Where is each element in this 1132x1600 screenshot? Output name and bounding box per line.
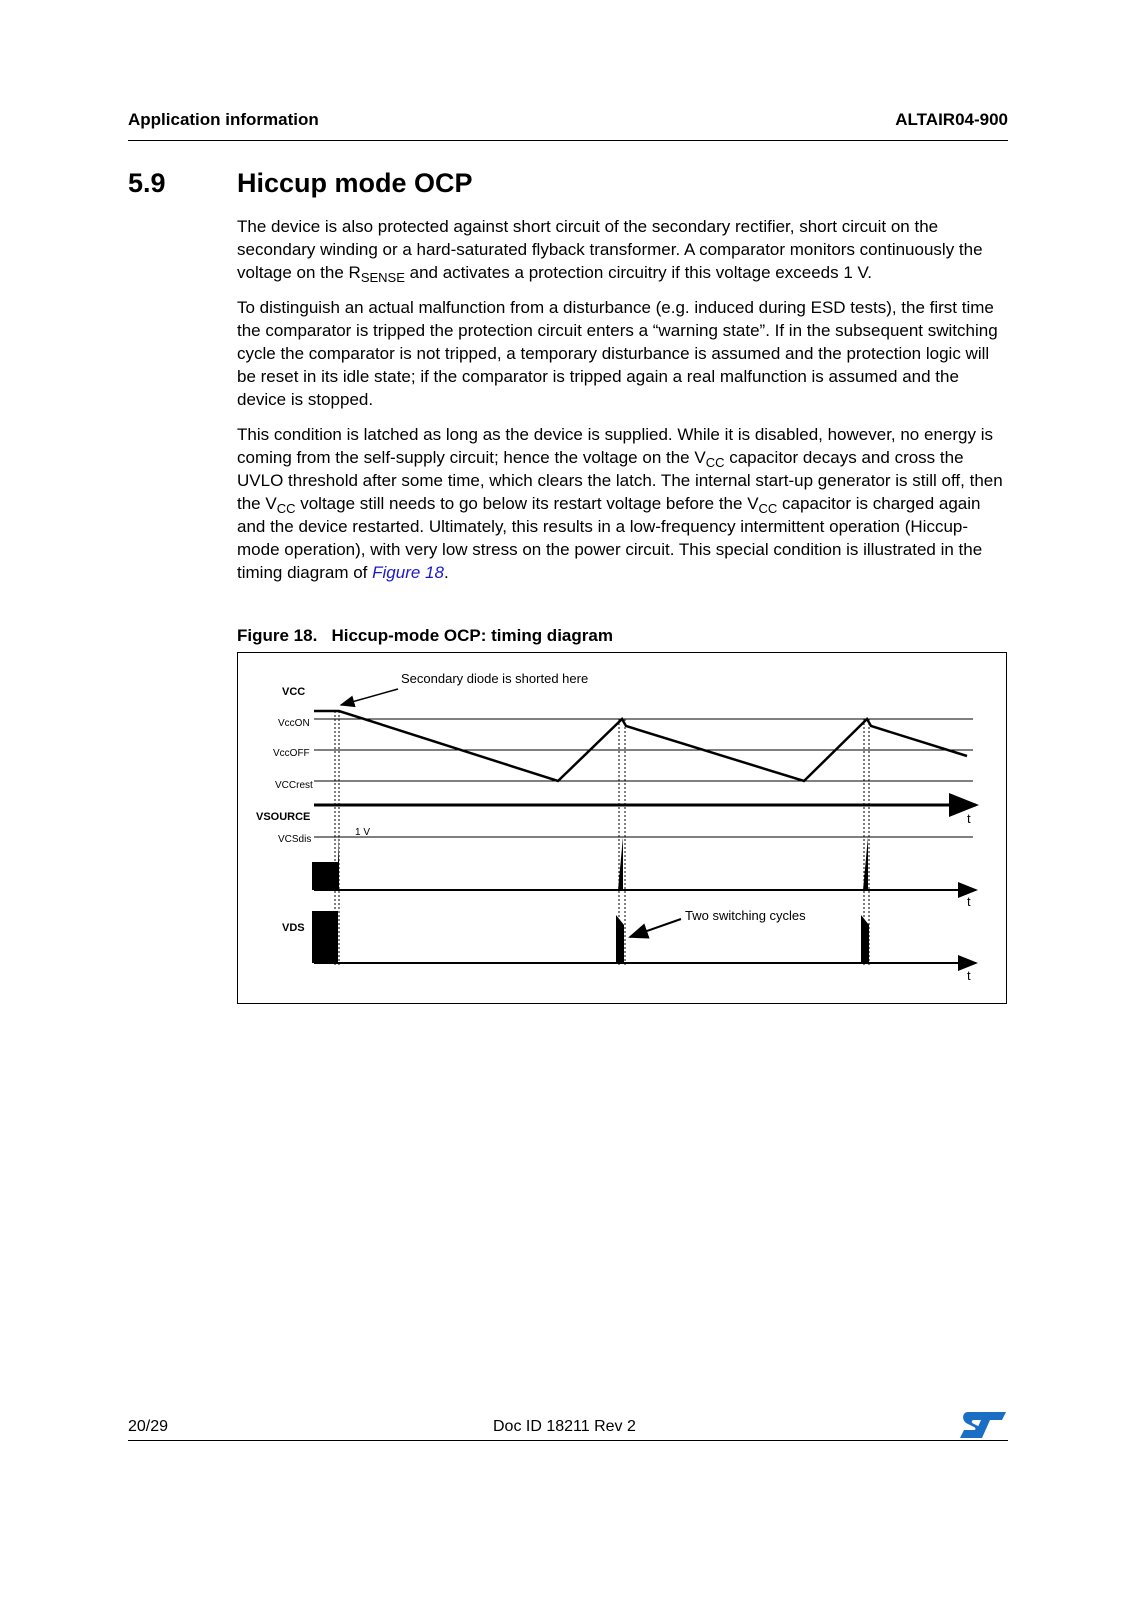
label-vcs-dis: VCSdis <box>278 834 312 845</box>
t-label-vds: t <box>967 968 971 983</box>
label-vcc-rest: VCCrest <box>275 780 313 791</box>
label-vsource: VSOURCE <box>256 811 311 823</box>
figure-18-link[interactable]: Figure 18 <box>372 563 444 582</box>
vds-burst <box>312 911 338 963</box>
label-vds: VDS <box>282 922 305 934</box>
footer-rule <box>128 1440 1008 1441</box>
annotation-two-cycles: Two switching cycles <box>685 908 806 923</box>
annotation-diode-arrow <box>341 689 398 705</box>
label-1v: 1 V <box>355 827 371 838</box>
vcc-waveform <box>314 711 967 781</box>
label-vcc: VCC <box>282 686 306 698</box>
t-label-vsource: t <box>967 894 971 909</box>
annotation-diode-shorted: Secondary diode is shorted here <box>401 671 589 686</box>
paragraph-1: The device is also protected against short circuit of the secondary rectifier, short circuit on the secondary winding or a hard-saturated flyback transformer. A comparator monitors continuously the voltage on the $R_{SENSE}$ and activates a protection circuitry if this voltage exceeds 1 V. <box>237 217 983 285</box>
section-number: 5.9 <box>128 168 166 198</box>
vds-pulse-2 <box>616 915 624 963</box>
timing-diagram-svg <box>238 653 1008 1005</box>
header-rule <box>128 140 1008 141</box>
vsource-burst <box>312 862 338 890</box>
st-logo-icon <box>960 1410 1008 1440</box>
paragraph-3: This condition is latched as long as the device is supplied. While it is disabled, however, no energy is coming from the self-supply circuit; hence the voltage on the $V_{CC}$ capacitor decays and cross the UVLO threshold after some time, which clears the latch. The internal start-up generator is still off, then the $V_{CC}$ voltage still needs to go below its restart voltage before the $V_{CC}$ capacitor is charged again and the device restarted. Ultimately, this results in a low-frequency intermittent operation (Hiccup-mode operation), with very low stress on the power circuit. This special condition is illustrated in the timing diagram of Figure 18. <box>237 425 1003 582</box>
annotation-cycles-arrow <box>630 919 681 937</box>
label-vcc-on: VccON <box>278 718 310 729</box>
t-label-vcc: t <box>967 811 971 826</box>
vds-pulse-3 <box>861 915 869 963</box>
doc-id: Doc ID 18211 Rev 2 <box>493 1418 636 1435</box>
label-vcc-off: VccOFF <box>273 748 310 759</box>
body-text <box>237 215 1009 596</box>
running-header-product: ALTAIR04-900 <box>895 110 1008 129</box>
figure-caption: Figure 18. Hiccup-mode OCP: timing diagram <box>237 626 613 645</box>
section-title: Hiccup mode OCP <box>237 168 473 198</box>
timing-diagram <box>237 652 1007 1004</box>
running-header-section: Application information <box>128 110 319 129</box>
paragraph-2: To distinguish an actual malfunction from a disturbance (e.g. induced during ESD tests), the first time the comparator is tripped the protection circuit enters a “warning state”. If in the subsequent switching cycle the comparator is not tripped, a temporary disturbance is assumed and the protection logic will be reset in its idle state; if the comparator is tripped again a real malfunction is assumed and the device is stopped. <box>237 298 998 409</box>
page-number: 20/29 <box>128 1418 169 1435</box>
